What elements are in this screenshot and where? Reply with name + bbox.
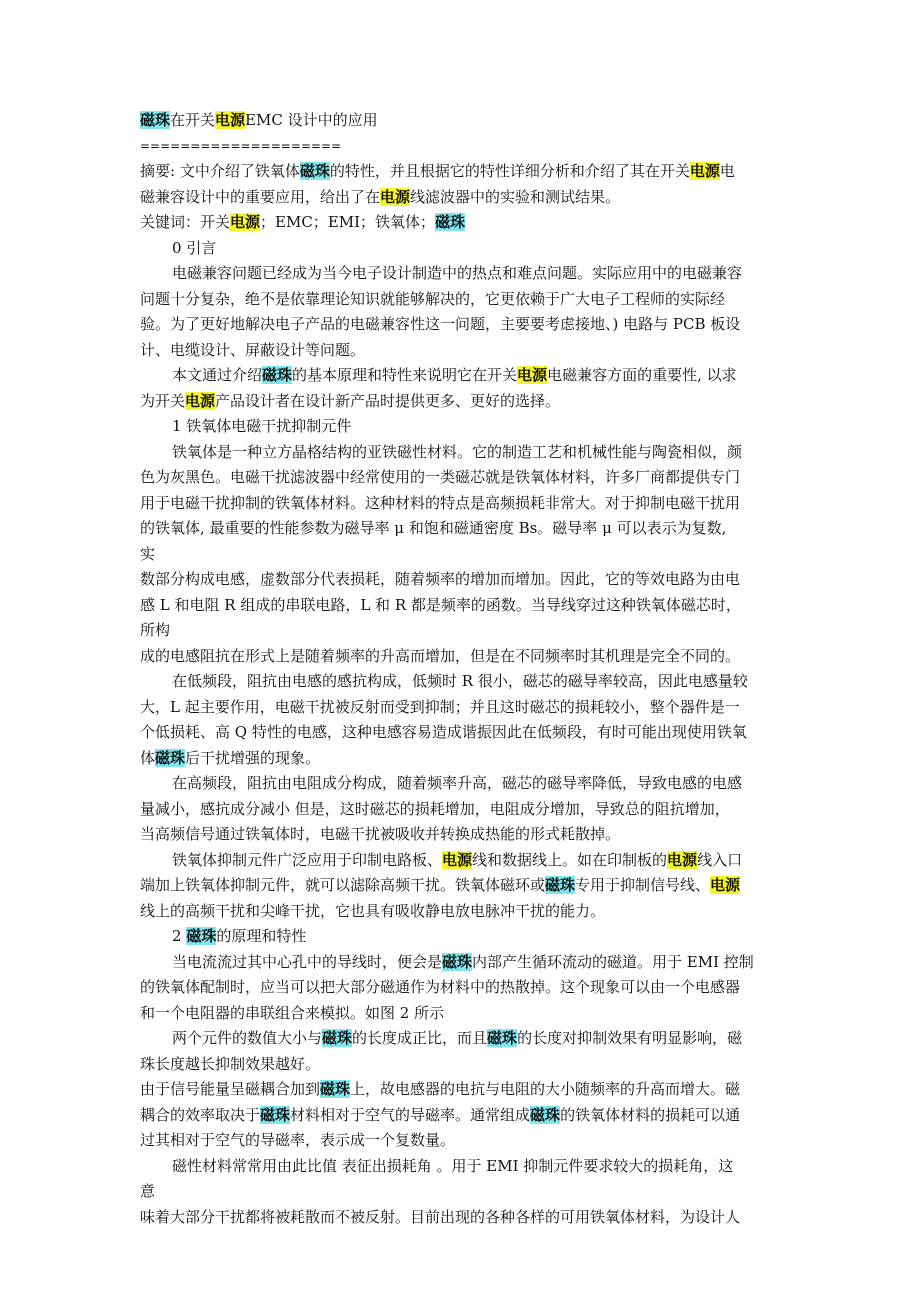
highlight-keyword-cizhu: 磁珠 [530, 1105, 561, 1124]
text-run: 关键词：开关 [140, 213, 231, 231]
text-line [140, 236, 785, 262]
text-run: 后干扰增强的现象。 [185, 748, 321, 767]
text-run: 磁性材料常常用由此比值 表征出损耗角 。用于 EMI 抑制元件要求较大的损耗角，这 [172, 1156, 734, 1175]
text-run: 2 [172, 927, 187, 945]
highlight-keyword-dianyuan: 电源 [517, 366, 548, 384]
text-run: 大，L 起主要作用，电磁干扰被反射而受到抑制；并且这时磁芯的损耗较小，整个器件是一 [140, 697, 740, 716]
highlight-keyword-dianyuan: 电源 [667, 850, 698, 869]
text-run: 量减小，感抗成分减小 但是，这时磁芯的损耗增加，电阻成分增加，导致总的阻抗增加， [140, 799, 730, 818]
text-line [140, 899, 785, 925]
text-run: EMC 设计中的应用 [245, 111, 378, 129]
text-line [140, 848, 785, 874]
text-line [140, 516, 785, 542]
text-run: ==================== [140, 138, 342, 153]
text-run: 在低频段，阻抗由电感的感抗构成，低频时 R 很小，磁芯的磁导率较高，因此电感量较 [172, 672, 748, 690]
text-line [140, 185, 785, 211]
text-line [140, 669, 785, 695]
text-run: 当电流流过其中心孔中的导线时，便会是 [172, 952, 443, 971]
text-run: 的特性，并且根据它的特性详细分析和介绍了其在开关 [329, 162, 690, 180]
text-line [140, 287, 785, 313]
text-run: 用于电磁干扰抑制的铁氧体材料。这种材料的特点是高频损耗非常大。对于抑制电磁干扰用 [140, 493, 741, 512]
text-run: 线滤波器中的实验和测试结果。 [410, 187, 621, 206]
text-run: 专用于抑制信号线、 [575, 876, 711, 894]
text-line [140, 159, 785, 185]
text-line [140, 822, 785, 848]
text-run: 的铁氧体材料的损耗可以通 [560, 1105, 741, 1124]
text-line [140, 363, 785, 389]
highlight-keyword-cizhu: 磁珠 [487, 1029, 518, 1047]
text-run: 1 铁氧体电磁干扰抑制元件 [172, 417, 352, 435]
text-line [140, 465, 785, 491]
highlight-keyword-cizhu: 磁珠 [320, 1080, 351, 1098]
text-run: 为开关 [140, 391, 186, 410]
document-body [140, 108, 785, 1230]
text-run: 铁氧体抑制元件广泛应用于印制电路板、 [172, 850, 443, 869]
text-line [140, 389, 785, 415]
text-run: 计、电缆设计、屏蔽设计等问题。 [140, 340, 366, 359]
text-run: 在开关 [170, 111, 216, 129]
highlight-keyword-dianyuan: 电源 [185, 391, 216, 410]
text-line [140, 618, 785, 644]
text-run: 的长度对抑制效果有明显影响，磁 [517, 1029, 743, 1047]
text-line [140, 1026, 785, 1052]
text-line [140, 797, 785, 823]
text-run: 味着大部分干扰都将被耗散而不被反射。目前出现的各种各样的可用铁氧体材料，为设计人 [140, 1207, 741, 1226]
text-run: 实 [140, 544, 156, 563]
text-run: 由于信号能量呈磁耦合加到 [140, 1080, 321, 1098]
text-run: 电磁兼容方面的重要性, 以求 [547, 366, 737, 384]
highlight-keyword-dianyuan: 电源 [230, 213, 261, 231]
highlight-keyword-cizhu: 磁珠 [442, 952, 473, 971]
text-line [140, 210, 785, 236]
text-run: 耦合的效率取决于 [140, 1105, 261, 1124]
text-line [140, 1052, 785, 1078]
text-run: 线上的高频干扰和尖峰干扰，它也具有吸收静电放电脉冲干扰的能力。 [140, 901, 606, 920]
text-run: 成的电感阻抗在形式上是随着频率的升高而增加，但是在不同频率时其机理是完全不同的。 [140, 646, 741, 665]
text-line [140, 950, 785, 976]
highlight-keyword-cizhu: 磁珠 [322, 1029, 353, 1047]
highlight-keyword-cizhu: 磁珠 [299, 162, 330, 180]
text-run: 问题十分复杂，绝不是依靠理论知识就能够解决的，它更依赖于广大电子工程师的实际经 [140, 289, 726, 308]
text-run: 线入口 [697, 850, 743, 869]
text-run: 的铁氧体配制时，应当可以把大部分磁通作为材料中的热散掉。这个现象可以由一个电感器 [140, 978, 741, 996]
highlight-keyword-dianyuan: 电源 [380, 187, 411, 206]
text-line [140, 491, 785, 517]
text-line [140, 338, 785, 364]
text-line [140, 593, 785, 619]
text-line [140, 771, 785, 797]
highlight-keyword-cizhu: 磁珠 [155, 748, 186, 767]
text-run: 磁兼容设计中的重要应用，给出了在 [140, 187, 381, 206]
text-run: 摘要: 文中介绍了铁氧体 [140, 162, 300, 180]
title-separator [140, 134, 785, 160]
highlight-keyword-cizhu: 磁珠 [262, 366, 293, 384]
text-run: 意 [140, 1182, 156, 1200]
highlight-keyword-cizhu: 磁珠 [260, 1105, 291, 1124]
text-line [140, 1001, 785, 1027]
highlight-keyword-dianyuan: 电源 [215, 111, 246, 129]
text-line [140, 440, 785, 466]
text-run: 的铁氧体, 最重要的性能参数为磁导率 μ 和饱和磁通密度 Bs。磁导率 μ 可以表示为复数, [140, 519, 727, 537]
text-run: ；EMC；EMI；铁氧体； [260, 213, 436, 231]
text-run: 电磁兼容问题已经成为当今电子设计制造中的热点和难点问题。实际应用中的电磁兼容 [172, 264, 743, 282]
text-line [140, 1205, 785, 1231]
text-run: 所构 [140, 621, 171, 639]
text-run: 产品设计者在设计新产品时提供更多、更好的选择。 [215, 391, 561, 410]
text-run: 线和数据线上。如在印制板的 [472, 850, 668, 869]
document-title [140, 108, 785, 134]
text-line [140, 746, 785, 772]
text-run: 过其相对于空气的导磁率，表示成一个复数量。 [140, 1131, 456, 1149]
highlight-keyword-dianyuan: 电源 [710, 876, 741, 894]
text-run: 的原理和特性 [216, 927, 307, 945]
text-line [140, 975, 785, 1001]
highlight-keyword-cizhu: 磁珠 [545, 876, 576, 894]
text-run: 电 [719, 162, 735, 180]
text-line [140, 1154, 785, 1180]
text-run: 体 [140, 748, 156, 767]
text-line [140, 720, 785, 746]
text-run: 铁氧体是一种立方晶格结构的亚铁磁性材料。它的制造工艺和机械性能与陶瓷相似，颜 [172, 442, 743, 461]
text-line [140, 1077, 785, 1103]
text-line [140, 644, 785, 670]
text-line [140, 1128, 785, 1154]
text-run: 本文通过介绍 [172, 366, 263, 384]
highlight-keyword-dianyuan: 电源 [442, 850, 473, 869]
text-run: 0 引言 [172, 238, 217, 257]
text-run: 材料相对于空气的导磁率。通常组成 [290, 1105, 531, 1124]
text-run: 端加上铁氧体抑制元件，就可以滤除高频干扰。铁氧体磁环或 [140, 876, 546, 894]
text-run: 数部分构成电感，虚数部分代表损耗，随着频率的增加而增加。因此，它的等效电路为由电 [140, 570, 741, 588]
text-line [140, 261, 785, 287]
highlight-keyword-cizhu: 磁珠 [186, 927, 217, 945]
text-run: 和一个电阻器的串联组合来模拟。如图 2 所示 [140, 1003, 445, 1022]
text-run: 内部产生循环流动的磁道。用于 EMI 控制 [472, 952, 754, 971]
text-line [140, 414, 785, 440]
text-run: 在高频段，阻抗由电阻成分构成，随着频率升高，磁芯的磁导率降低，导致电感的电感 [172, 774, 743, 792]
text-run: 色为灰黑色。电磁干扰滤波器中经常使用的一类磁芯就是铁氧体材料，许多厂商都提供专门 [140, 468, 741, 486]
text-run: 当高频信号通过铁氧体时，电磁干扰被吸收并转换成热能的形式耗散掉。 [140, 825, 621, 843]
text-line [140, 567, 785, 593]
text-run: 上，故电感器的电抗与电阻的大小随频率的升高而增大。磁 [350, 1080, 741, 1098]
text-line [140, 542, 785, 568]
text-run: 个低损耗、高 Q 特性的电感，这种电感容易造成谐振因此在低频段，有时可能出现使用铁氧 [140, 723, 747, 741]
text-line [140, 1103, 785, 1129]
text-run: 的基本原理和特性来说明它在开关 [292, 366, 518, 384]
highlight-keyword-cizhu: 磁珠 [435, 213, 466, 231]
highlight-keyword-cizhu: 磁珠 [140, 111, 171, 129]
text-line [140, 695, 785, 721]
text-run: 验。为了更好地解决电子产品的电磁兼容性这一问题，主要要考虑接地、) 电路与 PCB 板设 [140, 315, 741, 333]
text-line [140, 924, 785, 950]
text-run: 感 L 和电阻 R 组成的串联电路，L 和 R 都是频率的函数。当导线穿过这种铁氧体磁芯时， [140, 595, 741, 614]
text-line [140, 873, 785, 899]
text-run: 的长度成正比，而且 [352, 1029, 488, 1047]
text-line [140, 1179, 785, 1205]
text-run: 两个元件的数值大小与 [172, 1029, 323, 1047]
highlight-keyword-dianyuan: 电源 [689, 162, 720, 180]
text-run: 珠长度越长抑制效果越好。 [140, 1054, 321, 1073]
text-line [140, 312, 785, 338]
